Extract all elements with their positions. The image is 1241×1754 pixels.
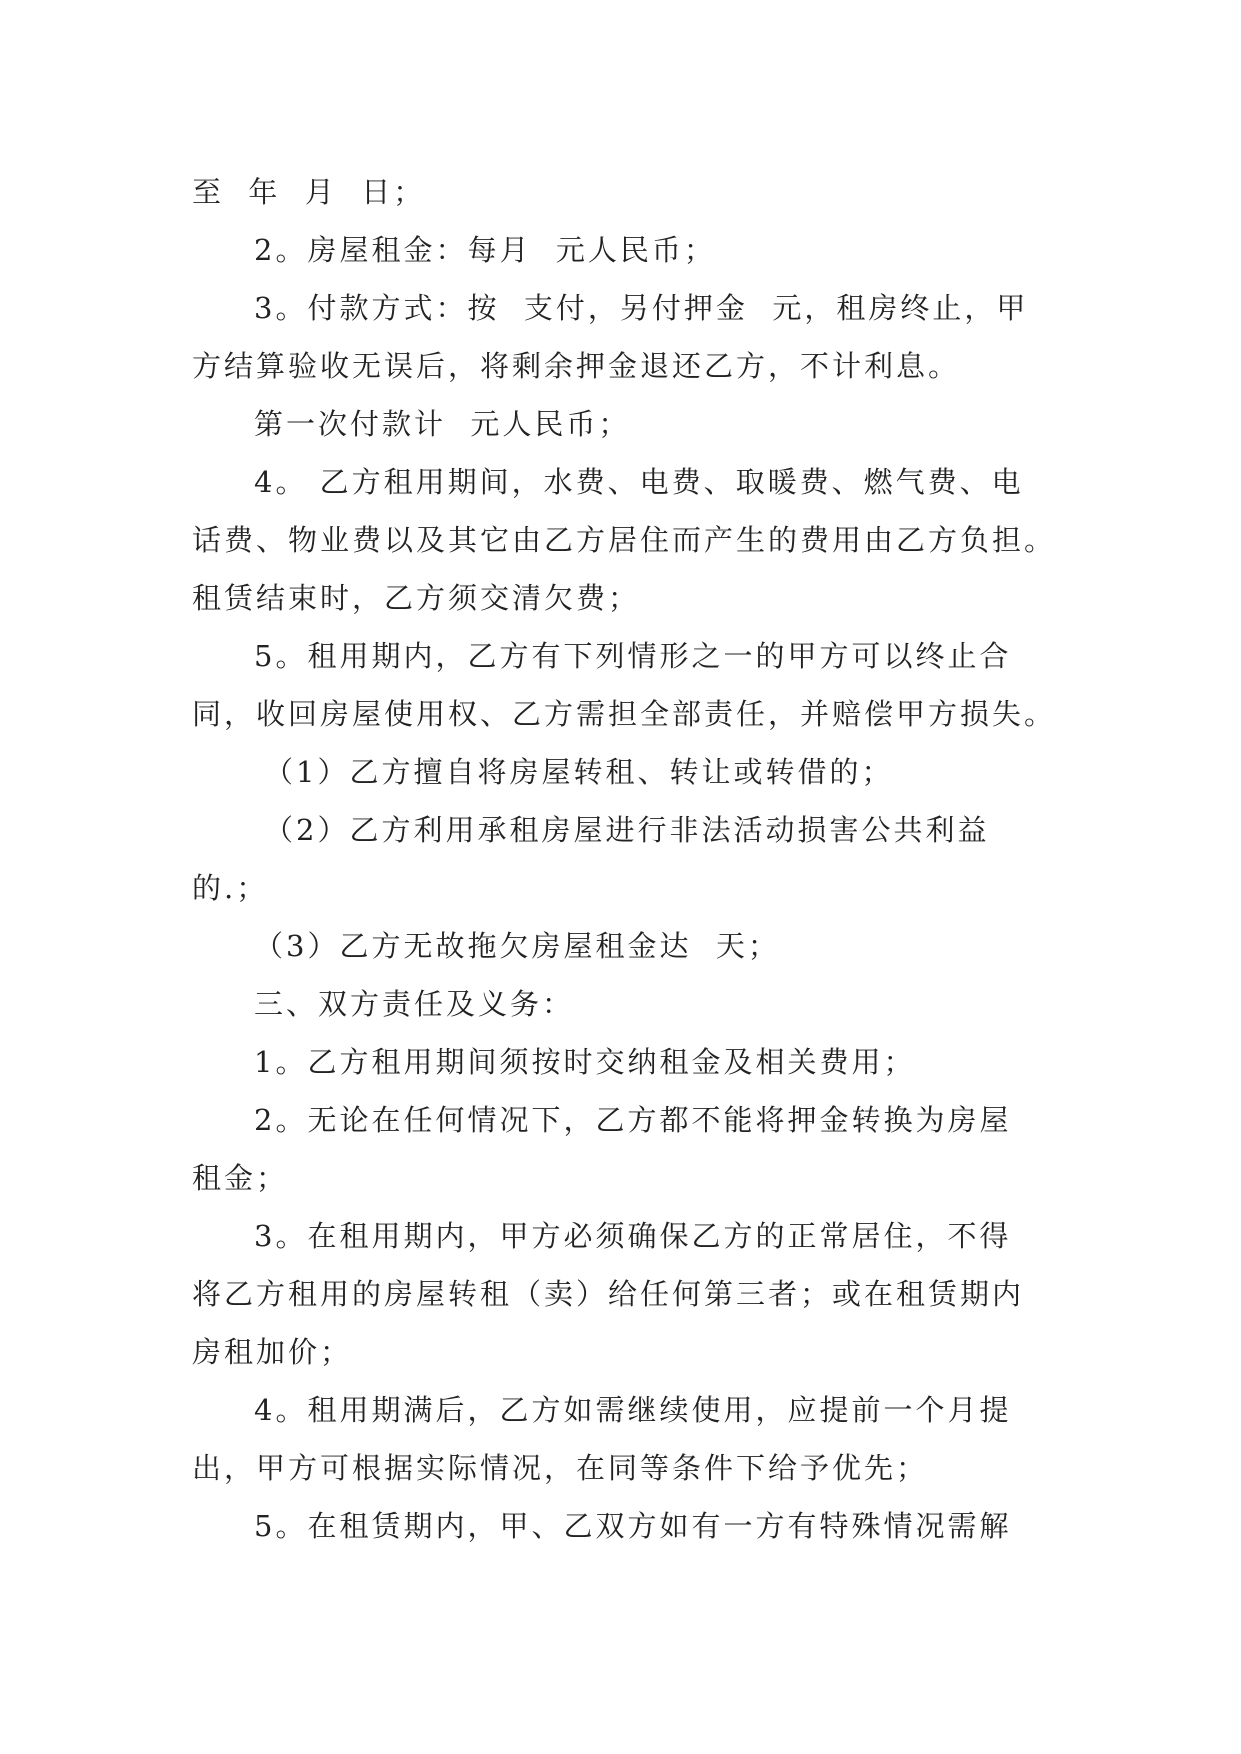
text-line: 2。房屋租金：每月 元人民币；: [254, 233, 716, 267]
text-line: 出，甲方可根据实际情况，在同等条件下给予优先；: [192, 1451, 929, 1485]
text-line: （3）乙方无故拖欠房屋租金达 天；: [254, 929, 780, 963]
text-line: 3。付款方式：按 支付，另付押金 元，租房终止，甲: [254, 291, 1029, 325]
text-line: 将乙方租用的房屋转租（卖）给任何第三者；或在租赁期内: [192, 1277, 1025, 1311]
text-line: 5。在租赁期内，甲、乙双方如有一方有特殊情况需解: [254, 1509, 1012, 1543]
text-line: 4。 乙方租用期间，水费、电费、取暖费、燃气费、电: [254, 465, 1024, 499]
text-line: 3。在租用期内，甲方必须确保乙方的正常居住，不得: [254, 1219, 1012, 1253]
text-line: 话费、物业费以及其它由乙方居住而产生的费用由乙方负担。: [192, 523, 1057, 557]
text-line: 方结算验收无误后，将剩余押金退还乙方，不计利息。: [192, 349, 961, 383]
text-line: 4。租用期满后，乙方如需继续使用，应提前一个月提: [254, 1393, 1012, 1427]
text-line: 第一次付款计 元人民币；: [254, 407, 631, 441]
text-line: 5。租用期内，乙方有下列情形之一的甲方可以终止合: [254, 639, 1012, 673]
text-line: 的.；: [192, 871, 269, 905]
text-line: 1。乙方租用期间须按时交纳租金及相关费用；: [254, 1045, 916, 1079]
text-line: 租金；: [192, 1161, 289, 1195]
text-line: 2。无论在任何情况下，乙方都不能将押金转换为房屋: [254, 1103, 1012, 1137]
contract-body: [192, 163, 1057, 1555]
text-line: 租赁结束时，乙方须交清欠费；: [192, 581, 641, 615]
text-line: 至 年 月 日；: [192, 175, 426, 209]
text-line: 三、双方责任及义务：: [254, 987, 575, 1021]
text-line: （2）乙方利用承租房屋进行非法活动损害公共利益: [264, 813, 990, 847]
text-line: 同，收回房屋使用权、乙方需担全部责任，并赔偿甲方损失。: [192, 697, 1057, 731]
text-line: 房租加价；: [192, 1335, 353, 1369]
text-line: （1）乙方擅自将房屋转租、转让或转借的；: [264, 755, 894, 789]
